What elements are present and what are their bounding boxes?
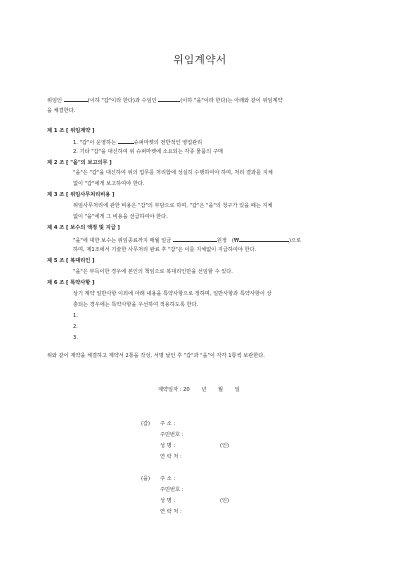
article-4-line-1 [73, 236, 301, 245]
party-a-address: 주 소 : [160, 421, 176, 427]
party-b-tag: (을) [141, 476, 151, 482]
party-a-name: 성 명 : [160, 443, 176, 449]
amount-words-blank [173, 236, 217, 242]
article-4-won-symbol: (₩ [231, 238, 240, 244]
closing-statement: 위와 같이 계약을 체결하고 계약서 2통을 작성, 서명 날인 후 "갑"과 "을"이 각각 1통씩 보관한다. [47, 353, 265, 359]
contract-date [158, 386, 240, 393]
party-a-contact: 연 락 처 : [160, 454, 182, 460]
article-2-heading: 제 2 조 [ "을"의 보고의무 ] [47, 160, 112, 166]
article-6-line-1: 상기 계약 일반사항 이외에 아래 내용을 특약사항으로 정하며, 일반사항과 특약사항이 상 [73, 291, 272, 297]
party-b-name: 성 명 : [160, 498, 176, 504]
article-2-line-2: 없이 "갑"에게 보고하여야 한다. [73, 181, 145, 187]
article-2-line-1: "을"은 "갑"을 대신하여 위의 업무를 처리함에 성실히 수행하여야 하며, 처리 결과를 지체 [73, 170, 273, 176]
date-month: 월 [218, 387, 224, 393]
special-item-2: 2. [73, 324, 78, 330]
party-a-tag: (갑) [141, 421, 151, 427]
principal-blank [64, 96, 88, 102]
intro-principal-label: 위임인 [47, 98, 63, 104]
intro-line-1 [47, 96, 283, 105]
article-6-line-2: 충되는 경우에는 특약사항을 우선하여 적용하도록 한다. [73, 302, 199, 308]
article-4-line-1-end: )으로 [289, 238, 302, 244]
amount-number-blank [239, 236, 289, 242]
party-b-id: 주민번호 : [160, 487, 184, 493]
store-name-blank [118, 138, 134, 144]
article-3-heading: 제 3 조 [ 위임사무처리비용 ] [47, 192, 115, 198]
document-title: 위임계약서 [173, 54, 227, 66]
article-4-line-2: 하며, 제1조에서 기술한 사무처리 완료 후 "갑"은 이를 지체없이 지급하여야 한다. [73, 247, 257, 253]
date-label: 계약일자 : 20 [158, 387, 190, 393]
special-item-3: 3. [73, 335, 78, 341]
date-day: 일 [234, 387, 240, 393]
article-1-item-2: 2. 기타 "갑"을 대신하여 위 슈퍼마켓에 소요되는 각종 물품의 구매 [73, 149, 223, 155]
article-1-item-1 [73, 138, 202, 147]
article-1-item-1-b: 슈퍼마켓의 전반적인 영업관리 [133, 140, 203, 146]
article-1-heading: 제 1 조 [ 위임계약 ] [47, 128, 95, 134]
party-a-id: 주민번호 : [160, 432, 184, 438]
article-6-heading: 제 6 조 [ 특약사항 ] [47, 280, 95, 286]
article-3-line-2: 없이 "을"에게 그 비용을 선급하여야 한다. [73, 214, 168, 220]
article-5-line-1: "을"은 부득이한 경우에 본인의 책임으로 복대리인만을 선임할 수 있다. [73, 269, 233, 275]
date-year: 년 [201, 387, 207, 393]
article-4-heading: 제 4 조 [ 보수의 액정 및 지급 ] [47, 225, 120, 231]
article-4-line-1-a: "을"에 대한 보수는 위임종료까지 매월 일금 [73, 238, 172, 244]
special-item-1: 1. [73, 313, 78, 319]
article-1-item-1-a: 1. "갑"이 운영하는 [73, 140, 117, 146]
intro-rest: (이하 "을"이라 한다)는 아래와 같이 위임계약 [180, 98, 283, 104]
article-4-won: 원정 [216, 238, 227, 244]
intro-agent-label: (이하 "갑"이라 한다)과 수임인 [87, 98, 157, 104]
party-b-contact: 연 락 처 : [160, 509, 182, 515]
intro-line-2: 을 체결한다. [47, 108, 76, 114]
party-b-address: 주 소 : [160, 476, 176, 482]
party-a-seal: (인) [220, 443, 230, 449]
agent-blank [158, 96, 180, 102]
article-5-heading: 제 5 조 [ 복대리인 ] [47, 258, 95, 264]
article-3-line-1: 위임사무처리에 관한 비용은 "갑"의 부담으로 하며, "갑"은 "을"의 청구가 있을 때는 지체 [73, 203, 273, 209]
party-b-seal: (인) [220, 498, 230, 504]
